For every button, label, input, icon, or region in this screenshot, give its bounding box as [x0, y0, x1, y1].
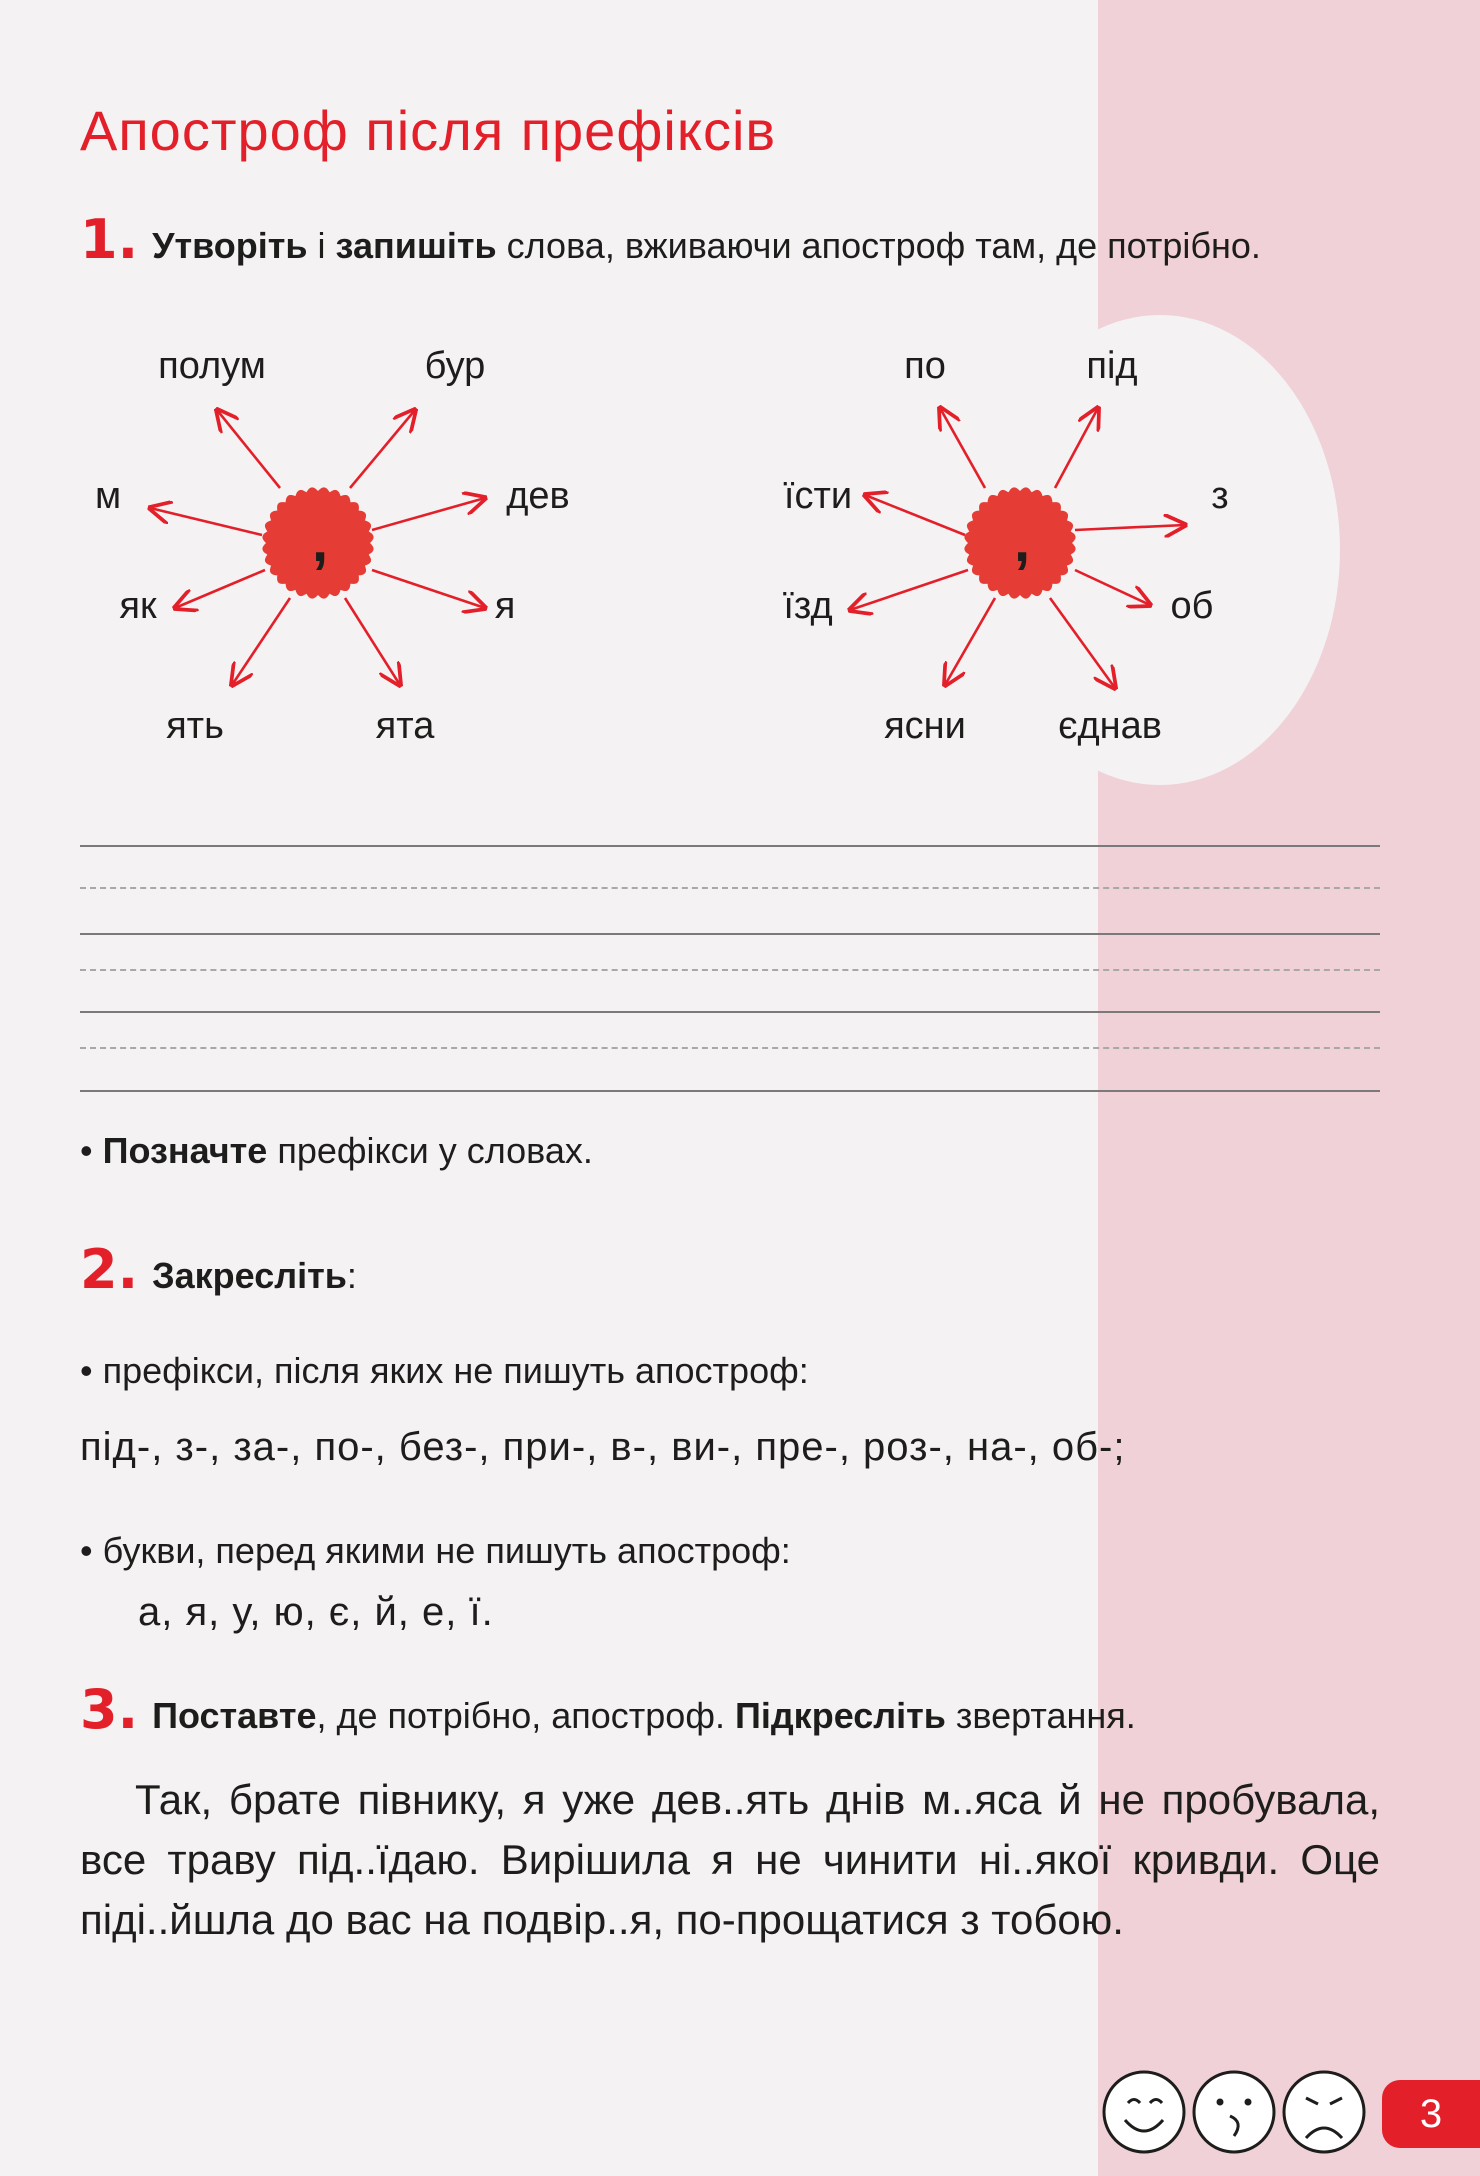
apostrophe-mark: ,: [312, 509, 329, 574]
sun-word[interactable]: м: [94, 475, 122, 517]
task-1-number: 1.: [80, 208, 139, 271]
sun-word[interactable]: бур: [424, 345, 486, 387]
sun-word[interactable]: з: [1211, 475, 1229, 517]
sun-arrow: [1055, 408, 1098, 488]
task-1: [80, 208, 1380, 271]
writing-guide-line: [80, 887, 1380, 889]
bullet-1-bold: Позначте: [102, 1130, 268, 1171]
task-2: [80, 1238, 357, 1301]
smile-face-icon[interactable]: [1104, 2072, 1184, 2152]
sun-arrow: [850, 570, 968, 610]
page-number-badge: 3: [1382, 2080, 1480, 2148]
sad-face-icon[interactable]: [1284, 2072, 1364, 2152]
task-3-bold-2: Підкресліть: [734, 1695, 946, 1736]
sun-arrow: [345, 598, 400, 685]
sun-arrow: [945, 598, 995, 685]
sun-arrow: [175, 570, 265, 608]
sun-arrow: [1050, 598, 1115, 688]
word-suns-diagram: [0, 330, 1480, 790]
task-1-and: і: [307, 225, 336, 266]
task-3-number: 3.: [80, 1678, 139, 1741]
task-2-colon: :: [346, 1255, 357, 1296]
sun-word[interactable]: як: [119, 585, 157, 627]
sun-word[interactable]: полум: [158, 345, 266, 387]
task-1-rest: слова, вживаючи апостроф там, де потрібно.: [496, 225, 1261, 266]
sun-word[interactable]: єднав: [1058, 705, 1162, 747]
sun-arrow: [940, 408, 985, 488]
sun-arrow: [1075, 525, 1185, 530]
sun-word[interactable]: об: [1170, 585, 1214, 627]
task-3-mid: , де потрібно, апостроф.: [316, 1695, 735, 1736]
sun-diagram-2: [782, 345, 1228, 747]
sun-arrow: [150, 508, 262, 535]
sun-arrow: [865, 495, 965, 535]
bullet-1-rest: префікси у словах.: [267, 1130, 593, 1171]
sun-arrow: [1075, 570, 1150, 605]
sun-word[interactable]: їзд: [783, 585, 833, 627]
task-2-number: 2.: [80, 1238, 139, 1301]
sun-diagram-1: [95, 345, 570, 747]
apostrophe-mark: ,: [1014, 509, 1031, 574]
sun-word[interactable]: я: [494, 585, 516, 627]
bullet-mark-prefixes: [80, 1130, 593, 1172]
writing-line[interactable]: [80, 933, 1380, 935]
sun-word[interactable]: ять: [166, 705, 224, 747]
story-text[interactable]: Так, брате півнику, я уже дев..ять днів м..яса й не пробувала, все траву під..їдаю. Вирішила я не чинити ні..якої кривди. Оце піді..йшла до вас на подвір..я, по-прощатися з тобою.: [80, 1776, 1380, 1943]
sun-word[interactable]: по: [904, 345, 946, 387]
writing-guide-line: [80, 969, 1380, 971]
sun-word[interactable]: дев: [506, 475, 570, 517]
task-3-bold-1: Поставте: [152, 1695, 317, 1736]
writing-line[interactable]: [80, 1090, 1380, 1092]
sun-arrow: [372, 570, 485, 608]
writing-line[interactable]: [80, 845, 1380, 847]
writing-line[interactable]: [80, 1011, 1380, 1013]
sun-arrow: [372, 498, 485, 530]
page-title: Апостроф після префіксів: [80, 99, 777, 162]
self-assessment-faces: [1098, 2050, 1388, 2176]
bullet-prefixes-no-apostrophe: • префікси, після яких не пишуть апостроф:: [80, 1350, 809, 1392]
sun-word[interactable]: під: [1086, 345, 1138, 387]
writing-guide-line: [80, 1047, 1380, 1049]
task-2-label: Закресліть: [152, 1255, 347, 1296]
letter-list[interactable]: а, я, у, ю, є, й, е, ї.: [138, 1590, 494, 1634]
sun-word[interactable]: ясни: [884, 705, 966, 747]
task-3-end: звертання.: [945, 1695, 1136, 1736]
sun-arrow: [350, 410, 415, 488]
bullet-letters-no-apostrophe: • букви, перед якими не пишуть апостроф:: [80, 1530, 791, 1572]
task-3: [80, 1678, 1380, 1741]
task-1-verb-1: Утворіть: [152, 225, 308, 266]
sun-word[interactable]: ята: [375, 705, 435, 747]
neutral-face-icon[interactable]: [1194, 2072, 1274, 2152]
sun-arrow: [232, 598, 290, 685]
sun-word[interactable]: їсти: [783, 475, 853, 517]
sun-arrow: [217, 410, 280, 488]
prefix-list[interactable]: під-, з-, за-, по-, без-, при-, в-, ви-, пре-, роз-, на-, об-;: [80, 1425, 1126, 1469]
task-1-verb-2: запишіть: [335, 225, 497, 266]
